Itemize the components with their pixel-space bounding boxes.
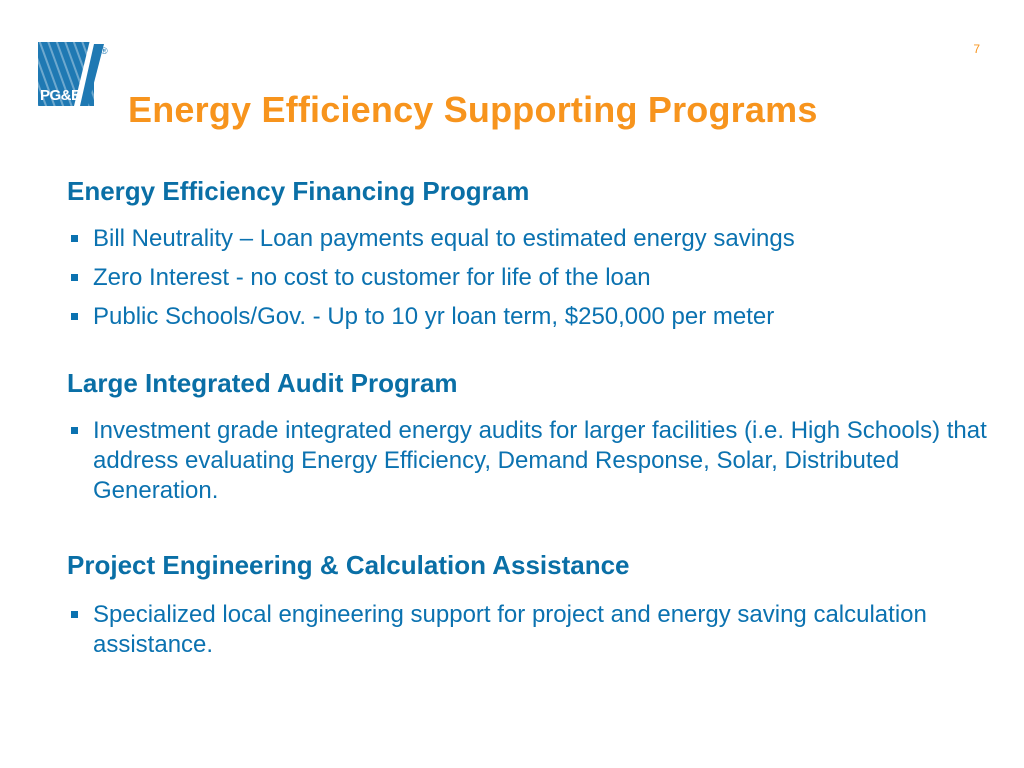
square-bullet-icon — [71, 427, 78, 434]
bullet-list — [67, 600, 987, 660]
bullet-text: Public Schools/Gov. - Up to 10 yr loan term, $250,000 per meter — [93, 303, 775, 330]
section-heading: Energy Efficiency Financing Program — [67, 176, 530, 206]
bullet-text: Specialized local engineering support for project and energy saving calculation assistance. — [93, 601, 927, 658]
bullet-list — [67, 224, 987, 332]
page-number: 7 — [973, 42, 980, 56]
logo-text: PG&E — [40, 87, 81, 104]
square-bullet-icon — [71, 274, 78, 281]
pge-logo — [38, 40, 118, 110]
section-audit-program — [67, 364, 987, 506]
section-heading: Large Integrated Audit Program — [67, 368, 458, 398]
section-financing-program — [67, 172, 987, 332]
square-bullet-icon — [71, 313, 78, 320]
bullet-item — [67, 224, 987, 254]
bullet-text: Bill Neutrality – Loan payments equal to estimated energy savings — [93, 225, 795, 252]
bullet-item — [67, 600, 987, 660]
square-bullet-icon — [71, 611, 78, 618]
slide-title: Energy Efficiency Supporting Programs — [128, 89, 818, 130]
bullet-item — [67, 263, 987, 293]
registered-mark: ® — [101, 46, 108, 56]
bullet-item — [67, 302, 987, 332]
section-engineering-assistance — [67, 546, 987, 660]
section-heading: Project Engineering & Calculation Assistance — [67, 550, 630, 580]
bullet-text: Zero Interest - no cost to customer for life of the loan — [93, 264, 651, 291]
bullet-list — [67, 416, 987, 506]
slide-content — [67, 172, 987, 669]
pge-logo-icon — [38, 40, 118, 110]
bullet-item — [67, 416, 987, 506]
square-bullet-icon — [71, 235, 78, 242]
bullet-text: Investment grade integrated energy audits for larger facilities (i.e. High Schools) that address evaluating Energy Efficiency, Demand Response, Solar, Distributed Generation. — [93, 417, 987, 504]
